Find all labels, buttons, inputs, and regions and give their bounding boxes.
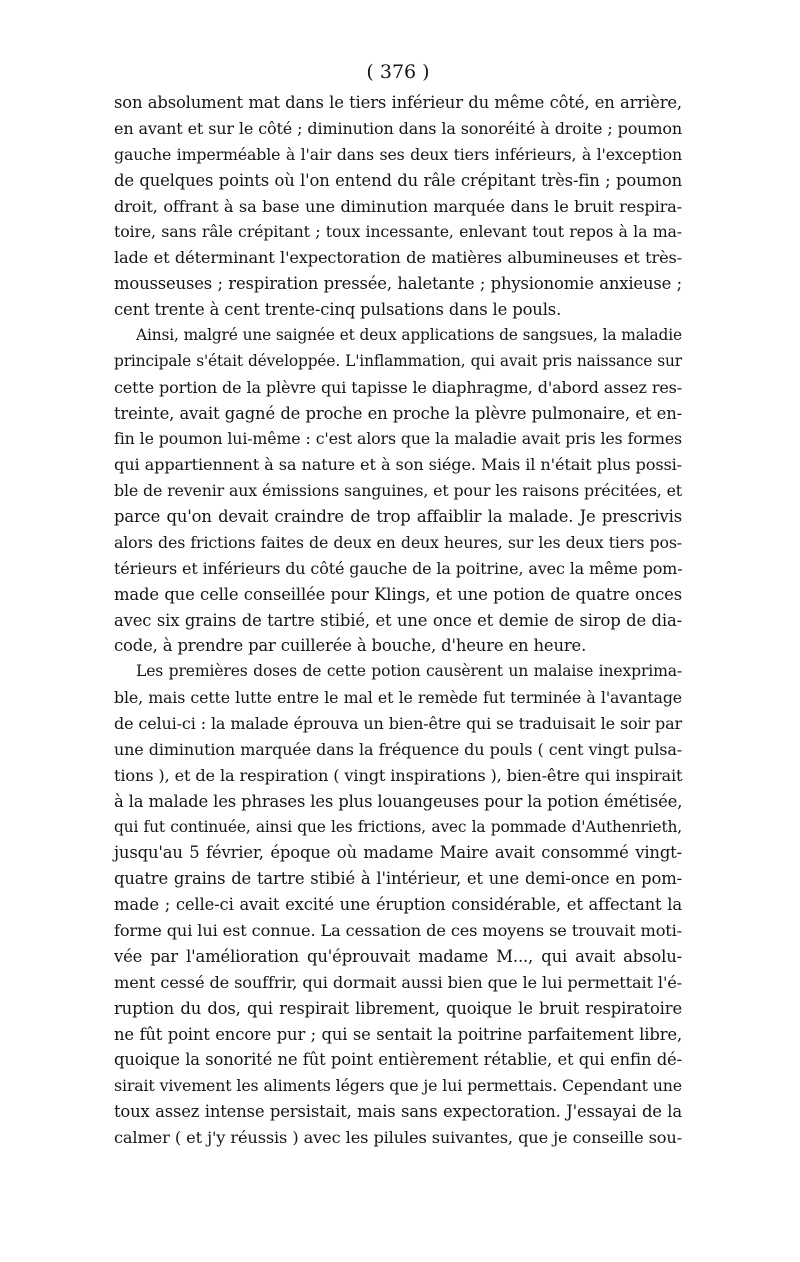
text-line: sirait vivement les aliments légers que je lui permettais. Cependant une bbox=[114, 1076, 682, 1096]
text-line: ble de revenir aux émissions sanguines, et pour les raisons précitées, et bbox=[114, 481, 682, 501]
text-line: une diminution marquée dans la fréquence du pouls ( cent vingt pulsa- bbox=[114, 739, 682, 759]
text-line: lade et déterminant l'expectoration de matières albumineuses et très- bbox=[114, 248, 682, 268]
text-line: alors des frictions faites de deux en deux heures, sur les deux tiers pos- bbox=[114, 532, 682, 552]
text-line: code, à prendre par cuillerée à bouche, d'heure en heure. bbox=[114, 636, 587, 656]
text-line: toire, sans râle crépitant ; toux incessante, enlevant tout repos à la ma- bbox=[114, 222, 682, 242]
text-line: cent trente à cent trente-cinq pulsations dans le pouls. bbox=[114, 300, 562, 319]
text-line: Les premières doses de cette potion causèrent un malaise inexprima- bbox=[136, 662, 682, 681]
text-line: vée par l'amélioration qu'éprouvait madame M..., qui avait absolu- bbox=[114, 946, 682, 966]
text-line: treinte, avait gagné de proche en proche la plèvre pulmonaire, et en- bbox=[114, 403, 682, 423]
text-line: de celui-ci : la malade éprouva un bien-être qui se traduisait le soir par bbox=[114, 714, 682, 733]
book-page bbox=[114, 58, 682, 1151]
text-line: qui fut continuée, ainsi que les frictions, avec la pommade d'Authenrieth, bbox=[114, 817, 682, 836]
text-line: de quelques points où l'on entend du râle crépitant très-fin ; poumon bbox=[114, 170, 682, 190]
text-line: à la malade les phrases les plus louangeuses pour la potion émétisée, bbox=[114, 791, 683, 811]
page-number: ( 376 ) bbox=[366, 61, 430, 83]
text-line: jusqu'au 5 février, époque où madame Maire avait consommé vingt- bbox=[114, 843, 682, 863]
text-line: tions ), et de la respiration ( vingt inspirations ), bien-être qui inspirait bbox=[114, 765, 683, 785]
text-line: ment cessé de souffrir, qui dormait aussi bien que le lui permettait l'é- bbox=[114, 972, 682, 992]
text-line: qui appartiennent à sa nature et à son siége. Mais il n'était plus possi- bbox=[114, 455, 682, 475]
body-text bbox=[114, 90, 682, 1151]
text-line: made ; celle-ci avait excité une éruption considérable, et affectant la bbox=[114, 895, 682, 915]
text-line: calmer ( et j'y réussis ) avec les pilules suivantes, que je conseille sou- bbox=[114, 1128, 682, 1147]
text-line: ruption du dos, qui respirait librement, quoique le bruit respiratoire bbox=[114, 998, 682, 1018]
text-line: avec six grains de tartre stibié, et une once et demie de sirop de dia- bbox=[114, 610, 682, 630]
text-line: en avant et sur le côté ; diminution dans la sonoréité à droite ; poumon bbox=[114, 118, 682, 138]
text-line: principale s'était développée. L'inflammation, qui avait pris naissance sur bbox=[114, 351, 682, 370]
text-line: forme qui lui est connue. La cessation de ces moyens se trouvait moti- bbox=[114, 921, 682, 940]
text-line: made que celle conseillée pour Klings, et une potion de quatre onces bbox=[114, 584, 682, 604]
text-line: quatre grains de tartre stibié à l'intérieur, et une demi-once en pom- bbox=[114, 869, 682, 889]
text-line: ne fût point encore pur ; qui se sentait la poitrine parfaitement libre, bbox=[114, 1024, 682, 1044]
text-line: ble, mais cette lutte entre le mal et le remède fut terminée à l'avantage bbox=[114, 688, 682, 708]
text-line: cette portion de la plèvre qui tapisse le diaphragme, d'abord assez res- bbox=[114, 377, 682, 397]
text-line: quoique la sonorité ne fût point entièrement rétablie, et qui enfin dé- bbox=[114, 1050, 682, 1070]
text-line: gauche imperméable à l'air dans ses deux tiers inférieurs, à l'exception bbox=[114, 144, 682, 164]
text-line: fin le poumon lui-même : c'est alors que la maladie avait pris les formes bbox=[114, 429, 682, 449]
text-line: Ainsi, malgré une saignée et deux applications de sangsues, la maladie bbox=[136, 325, 682, 344]
text-line: parce qu'on devait craindre de trop affaiblir la malade. Je prescrivis bbox=[114, 507, 682, 526]
text-line: droit, offrant à sa base une diminution marquée dans le bruit respira- bbox=[114, 196, 682, 216]
text-line: son absolument mat dans le tiers inférieur du même côté, en arrière, bbox=[114, 93, 682, 112]
text-line: toux assez intense persistait, mais sans expectoration. J'essayai de la bbox=[114, 1102, 682, 1122]
text-line: mousseuses ; respiration pressée, haletante ; physionomie anxieuse ; bbox=[114, 274, 682, 294]
text-line: térieurs et inférieurs du côté gauche de la poitrine, avec la même pom- bbox=[114, 558, 683, 578]
